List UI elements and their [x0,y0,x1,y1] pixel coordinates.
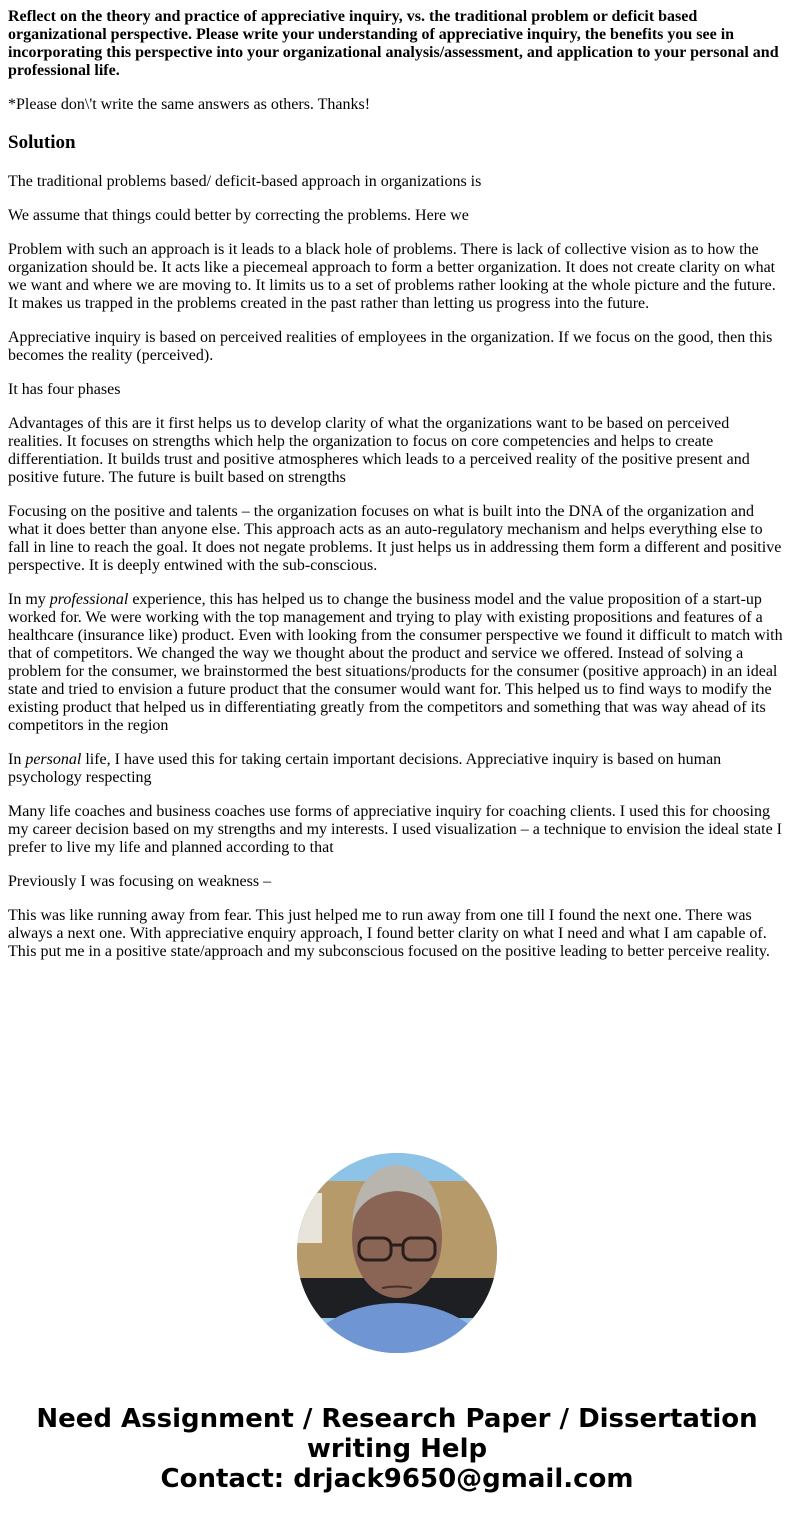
paragraph: Focusing on the positive and talents – the organization focuses on what is built into the DNA of the organization and what it does better than anyone else. This approach acts as an auto-regulatory mechanism and helps everything else to fall in line to reach the goal. It does not negate problems. It just helps us in addressing them form a different and positive perspective. It is deeply entwined with the sub-conscious. [8,503,782,574]
paragraph: We assume that things could better by correcting the problems. Here we [8,207,469,224]
paragraph: Appreciative inquiry is based on perceived realities of employees in the organization. If we focus on the good, then this becomes the reality (perceived). [8,329,773,364]
paragraph: The traditional problems based/ deficit-based approach in organizations is [8,173,482,190]
solution-heading: Solution [8,132,76,153]
paragraph: Many life coaches and business coaches use forms of appreciative inquiry for coaching clients. I used this for choosing my career decision based on my strengths and my interests. I used visualization – a technique to envision the ideal state I prefer to live my life and planned according to that [8,803,783,856]
author-photo [297,1153,497,1353]
footer-contact: Contact: drjack9650@gmail.com [160,1464,634,1494]
footer-line: writing Help [306,1434,488,1464]
paragraph-professional [8,591,786,735]
paragraph: It has four phases [8,381,121,398]
paragraph: Problem with such an approach is it leads to a black hole of problems. There is lack of collective vision as to how the organization should be. It acts like a piecemeal approach to form a better organization. It does not create clarity on what we want and where we are moving to. It limits us to a set of problems rather looking at the whole picture and the future. It makes us trapped in the problems created in the past rather than letting us progress into the future. [8,241,776,312]
question-text: Reflect on the theory and practice of appreciative inquiry, vs. the traditional problem or deficit based organizational perspective. Please write your understanding of appreciative inquiry, the benefits you see in incorporating this perspective into your organizational analysis/assessment, and application to your personal and professional life. [8,8,779,79]
contact-footer [0,1404,794,1494]
text: In my [8,591,50,608]
paragraph: Previously I was focusing on weakness – [8,873,272,890]
text: experience, this has helped us to change the business model and the value proposition of a start-up worked for. We were working with the top management and trying to play with existing propositions and features of a healthcare (insurance like) product. Even with looking from the consumer perspective we found it difficult to match with that of competitors. We changed the way we thought about the product and service we offered. Instead of solving a problem for the consumer, we brainstormed the best situations/products for the consumer (positive approach) in an ideal state and tried to envision a future product that the consumer would want for. This helped us to find ways to modify the existing product that helped us in differentiating greatly from the competitors and something that was way ahead of its competitors in the region [8,591,783,734]
text: life, I have used this for taking certain important decisions. Appreciative inquiry is based on human psychology respecting [8,751,722,786]
paragraph: This was like running away from fear. This just helped me to run away from one till I found the next one. There was always a next one. With appreciative enquiry approach, I found better clarity on what I need and what I am capable of. This put me in a positive state/approach and my subconscious focused on the positive leading to better perceive reality. [8,907,770,960]
emphasis: professional [49,591,129,608]
note-text: *Please don\'t write the same answers as others. Thanks! [8,96,371,113]
paragraph-personal [8,751,786,787]
footer-line: Need Assignment / Research Paper / Dissertation [36,1404,758,1434]
paragraph: Advantages of this are it first helps us to develop clarity of what the organizations want to be based on perceived realities. It focuses on strengths which help the organization to focus on core competencies and helps to create differentiation. It builds trust and positive atmospheres which leads to a perceived reality of the positive present and positive future. The future is built based on strengths [8,415,750,486]
emphasis: personal [25,751,82,768]
text: In [8,751,26,768]
